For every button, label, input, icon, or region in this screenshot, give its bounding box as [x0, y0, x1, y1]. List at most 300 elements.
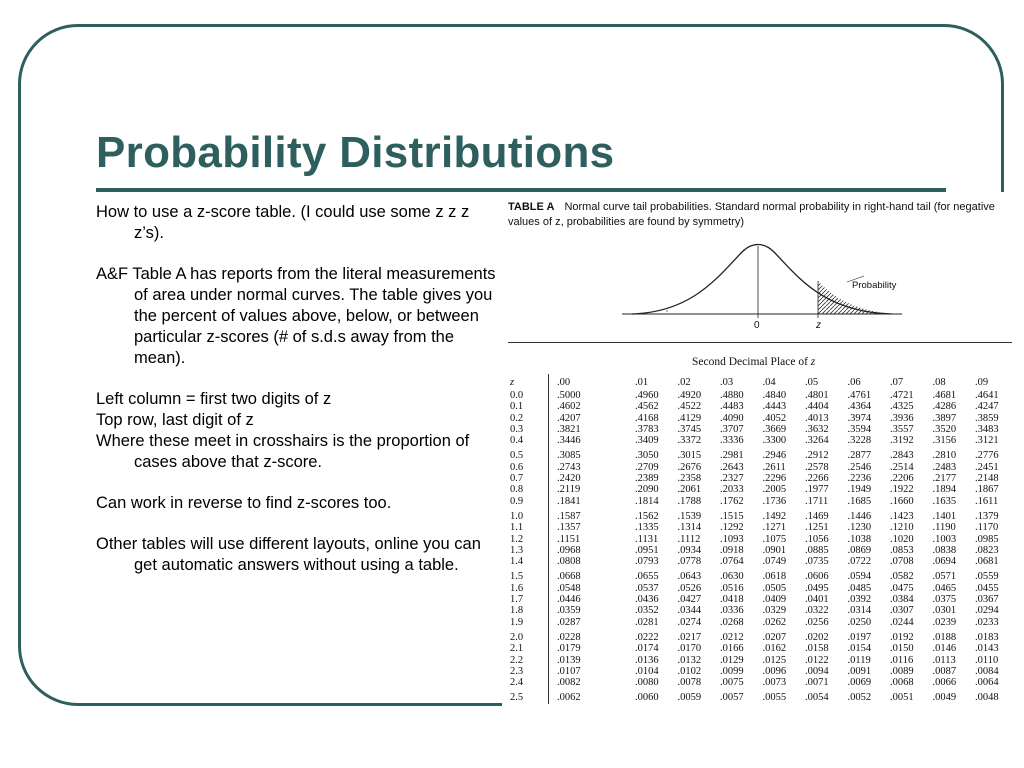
- probability-cell: .4681: [932, 390, 957, 401]
- probability-cell: .3336: [720, 435, 744, 447]
- probability-cell: .0110: [975, 654, 999, 666]
- table-row: [508, 484, 1018, 495]
- table-row: [508, 594, 1018, 605]
- probability-cell: .0212: [720, 631, 744, 643]
- probability-cell: .4364: [847, 401, 872, 413]
- probability-cell: .2743: [557, 461, 581, 473]
- z-value-cell: 0.8: [508, 484, 549, 495]
- table-row: [508, 413, 1018, 424]
- probability-cell: .0060: [635, 692, 659, 704]
- probability-cell: .0384: [890, 594, 914, 606]
- probability-cell: .0129: [720, 654, 744, 666]
- probability-cell: .0228: [557, 631, 581, 643]
- table-row: [508, 446, 1018, 461]
- table-row: [508, 617, 1018, 628]
- probability-cell: .2483: [932, 461, 957, 473]
- z-value-cell: 1.8: [508, 605, 549, 616]
- probability-cell: .2119: [557, 484, 581, 496]
- probability-cell: .4168: [635, 412, 659, 424]
- probability-cell: .0091: [847, 665, 872, 677]
- probability-cell: .3085: [557, 450, 581, 462]
- probability-cell: .3409: [635, 435, 659, 447]
- table-caption: [508, 200, 1018, 230]
- probability-cell: .0197: [847, 631, 872, 643]
- probability-cell: .0150: [890, 643, 914, 655]
- z-value-cell: 0.2: [508, 413, 549, 424]
- probability-cell: .4562: [635, 401, 659, 413]
- probability-cell: .2912: [805, 450, 829, 462]
- probability-cell: .1020: [890, 533, 914, 545]
- z-value-cell: 1.6: [508, 583, 549, 594]
- table-top-rule: [508, 342, 1012, 343]
- z-value-cell: 2.5: [508, 688, 549, 703]
- probability-cell: .1357: [557, 522, 581, 534]
- probability-cell: .2946: [762, 450, 787, 462]
- z-value-cell: 0.7: [508, 473, 549, 484]
- probability-cell: .0344: [677, 605, 702, 617]
- probability-cell: .0192: [890, 631, 914, 643]
- probability-cell: .0162: [762, 643, 787, 655]
- probability-cell: .2061: [677, 484, 702, 496]
- probability-cell: .2266: [805, 473, 829, 485]
- bullet-item: How to use a z-score table. (I could use some z z z z’s).: [96, 203, 470, 242]
- probability-cell: .1210: [890, 522, 914, 534]
- probability-cell: .3446: [557, 435, 581, 447]
- probability-cell: .0102: [677, 665, 702, 677]
- probability-cell: .0778: [677, 556, 702, 568]
- z-value-cell: 1.5: [508, 567, 549, 582]
- probability-cell: .0985: [975, 533, 999, 545]
- probability-cell: .1977: [805, 484, 829, 496]
- probability-cell: .0174: [635, 643, 659, 655]
- table-row: [508, 534, 1018, 545]
- probability-cell: .1867: [975, 484, 999, 496]
- probability-cell: .0170: [677, 643, 702, 655]
- probability-cell: .1635: [932, 495, 957, 507]
- column-header: .03: [720, 376, 734, 388]
- probability-cell: .1469: [805, 510, 829, 522]
- probability-cell: .2676: [677, 461, 702, 473]
- probability-cell: .4404: [805, 401, 829, 413]
- probability-cell: .0808: [557, 556, 581, 568]
- probability-cell: .0107: [557, 665, 581, 677]
- probability-cell: .4052: [762, 412, 787, 424]
- probability-cell: .0262: [762, 616, 787, 628]
- probability-cell: .0465: [932, 582, 957, 594]
- z-value-cell: 1.1: [508, 522, 549, 533]
- probability-cell: .4960: [635, 390, 659, 401]
- table-caption-text: Normal curve tail probabilities. Standard normal probability in right-hand tail (for negative values of z, probabilities are found by symmetry): [508, 201, 995, 228]
- probability-cell: .0154: [847, 643, 872, 655]
- probability-cell: .0183: [975, 631, 999, 643]
- probability-cell: .1170: [975, 522, 999, 534]
- probability-cell: .0853: [890, 544, 914, 556]
- probability-cell: .1038: [847, 533, 872, 545]
- probability-cell: .0233: [975, 616, 999, 628]
- probability-cell: .0068: [890, 677, 914, 689]
- probability-cell: .0049: [932, 692, 957, 704]
- probability-cell: .0054: [805, 692, 829, 704]
- probability-cell: .4325: [890, 401, 914, 413]
- probability-cell: .0051: [890, 692, 914, 704]
- z-value-cell: 1.0: [508, 507, 549, 522]
- probability-cell: .0749: [762, 556, 787, 568]
- normal-curve-figure: [502, 238, 1022, 338]
- probability-cell: .3707: [720, 423, 744, 435]
- table-row: [508, 677, 1018, 688]
- probability-cell: .0146: [932, 643, 957, 655]
- probability-cell: .3050: [635, 450, 659, 462]
- z-value-cell: 1.2: [508, 534, 549, 545]
- probability-cell: .0113: [932, 654, 956, 666]
- probability-cell: .0548: [557, 582, 581, 594]
- probability-cell: .2327: [720, 473, 744, 485]
- probability-cell: .0418: [720, 594, 744, 606]
- probability-cell: .0057: [720, 692, 744, 704]
- probability-cell: .0375: [932, 594, 957, 606]
- probability-cell: .0052: [847, 692, 872, 704]
- probability-cell: .1660: [890, 495, 914, 507]
- probability-cell: .3669: [762, 423, 787, 435]
- probability-cell: .0059: [677, 692, 702, 704]
- probability-cell: .0188: [932, 631, 957, 643]
- probability-cell: .1611: [975, 495, 999, 507]
- probability-cell: .3745: [677, 423, 702, 435]
- probability-cell: .1762: [720, 495, 744, 507]
- probability-cell: .4286: [932, 401, 957, 413]
- probability-cell: .1056: [805, 533, 829, 545]
- table-row: [508, 655, 1018, 666]
- probability-cell: .2709: [635, 461, 659, 473]
- probability-cell: .0322: [805, 605, 829, 617]
- probability-cell: .0314: [847, 605, 872, 617]
- probability-cell: .0073: [762, 677, 787, 689]
- probability-cell: .3783: [635, 423, 659, 435]
- probability-cell: .2358: [677, 473, 702, 485]
- probability-cell: .4721: [890, 390, 914, 401]
- probability-cell: .4090: [720, 412, 744, 424]
- bullet-item: Left column = first two digits of z: [96, 390, 332, 408]
- table-row: [508, 628, 1018, 643]
- probability-cell: .0694: [932, 556, 957, 568]
- z-value-cell: 0.6: [508, 462, 549, 473]
- probability-cell: .3632: [805, 423, 829, 435]
- probability-cell: .0901: [762, 544, 787, 556]
- probability-cell: .4840: [762, 390, 787, 401]
- probability-cell: .0158: [805, 643, 829, 655]
- probability-cell: .0951: [635, 544, 659, 556]
- probability-cell: .1251: [805, 522, 829, 534]
- probability-cell: .0618: [762, 571, 787, 583]
- probability-cell: .1131: [635, 533, 659, 545]
- probability-cell: .1492: [762, 510, 787, 522]
- probability-cell: .2643: [720, 461, 744, 473]
- z-value-cell: 0.1: [508, 401, 549, 412]
- table-row: [508, 666, 1018, 677]
- probability-cell: .2206: [890, 473, 914, 485]
- probability-cell: .0094: [805, 665, 829, 677]
- probability-cell: .0793: [635, 556, 659, 568]
- bullet-item: Where these meet in crosshairs is the proportion of cases above that z-score.: [96, 432, 470, 471]
- table-label: TABLE A: [508, 201, 555, 213]
- probability-label: Probability: [852, 280, 897, 291]
- probability-cell: .1292: [720, 522, 744, 534]
- z-value-cell: 1.7: [508, 594, 549, 605]
- probability-cell: .0099: [720, 665, 744, 677]
- probability-cell: .1075: [762, 533, 787, 545]
- probability-cell: .0064: [975, 677, 999, 689]
- probability-cell: .0367: [975, 594, 999, 606]
- column-header: .01: [635, 376, 649, 388]
- probability-cell: .0136: [635, 654, 659, 666]
- table-row: [508, 473, 1018, 484]
- probability-cell: .0202: [805, 631, 829, 643]
- probability-cell: .0125: [762, 654, 787, 666]
- column-header: .08: [932, 376, 946, 388]
- probability-cell: .2877: [847, 450, 872, 462]
- probability-cell: .3121: [975, 435, 999, 447]
- probability-cell: .0485: [847, 582, 872, 594]
- probability-cell: .0071: [805, 677, 829, 689]
- probability-cell: .3859: [975, 412, 999, 424]
- probability-cell: .3483: [975, 423, 999, 435]
- second-decimal-header: Second Decimal Place of z: [692, 356, 816, 368]
- probability-cell: .3372: [677, 435, 702, 447]
- probability-cell: .2033: [720, 484, 744, 496]
- probability-cell: .2420: [557, 473, 581, 485]
- axis-z-label: z: [816, 320, 821, 331]
- probability-cell: .3557: [890, 423, 914, 435]
- probability-cell: .0089: [890, 665, 914, 677]
- probability-cell: .1736: [762, 495, 787, 507]
- probability-cell: .4880: [720, 390, 744, 401]
- bullet-item: Can work in reverse to find z-scores too.: [96, 494, 392, 512]
- probability-cell: .2578: [805, 461, 829, 473]
- probability-cell: .2981: [720, 450, 744, 462]
- probability-cell: .0708: [890, 556, 914, 568]
- probability-cell: .1335: [635, 522, 659, 534]
- probability-cell: .0505: [762, 582, 787, 594]
- probability-cell: .1788: [677, 495, 702, 507]
- z-value-cell: 0.0: [508, 390, 549, 401]
- z-value-cell: 2.0: [508, 628, 549, 643]
- probability-cell: .0066: [932, 677, 957, 689]
- probability-cell: .0104: [635, 665, 659, 677]
- probability-cell: .1539: [677, 510, 702, 522]
- z-value-cell: 1.9: [508, 617, 549, 628]
- probability-cell: .0401: [805, 594, 829, 606]
- column-header: .02: [677, 376, 691, 388]
- probability-cell: .4483: [720, 401, 744, 413]
- probability-cell: .0582: [890, 571, 914, 583]
- probability-cell: .4443: [762, 401, 787, 413]
- z-value-cell: 0.5: [508, 446, 549, 461]
- probability-cell: .1711: [805, 495, 829, 507]
- probability-cell: .2776: [975, 450, 999, 462]
- probability-cell: .0359: [557, 605, 581, 617]
- probability-cell: .0968: [557, 544, 581, 556]
- probability-cell: .0119: [847, 654, 871, 666]
- probability-cell: .3228: [847, 435, 872, 447]
- probability-cell: .0668: [557, 571, 581, 583]
- probability-cell: .0250: [847, 616, 872, 628]
- probability-cell: .1190: [932, 522, 956, 534]
- probability-cell: .3300: [762, 435, 787, 447]
- probability-cell: .2090: [635, 484, 659, 496]
- probability-cell: .0132: [677, 654, 702, 666]
- probability-cell: .0062: [557, 692, 581, 704]
- probability-cell: .3936: [890, 412, 914, 424]
- probability-cell: .0084: [975, 665, 999, 677]
- probability-cell: .2514: [890, 461, 914, 473]
- z-value-cell: 1.4: [508, 556, 549, 567]
- table-row: [508, 556, 1018, 567]
- probability-cell: .3015: [677, 450, 702, 462]
- probability-cell: .1003: [932, 533, 957, 545]
- z-value-cell: 2.1: [508, 643, 549, 654]
- table-row: [508, 462, 1018, 473]
- bullet-item: Top row, last digit of z: [96, 411, 254, 429]
- probability-cell: .0055: [762, 692, 787, 704]
- probability-cell: .1151: [557, 533, 581, 545]
- probability-cell: .0096: [762, 665, 787, 677]
- probability-cell: .3821: [557, 423, 581, 435]
- table-row: [508, 545, 1018, 556]
- probability-cell: .0274: [677, 616, 702, 628]
- probability-cell: .0594: [847, 571, 872, 583]
- z-value-cell: 2.2: [508, 655, 549, 666]
- probability-cell: .1401: [932, 510, 957, 522]
- column-header: .09: [975, 376, 989, 388]
- z-value-cell: 2.3: [508, 666, 549, 677]
- bullet-list: [96, 202, 496, 576]
- probability-cell: .4207: [557, 412, 581, 424]
- probability-cell: .4129: [677, 412, 702, 424]
- probability-cell: .0143: [975, 643, 999, 655]
- probability-cell: .1814: [635, 495, 659, 507]
- probability-cell: .0075: [720, 677, 744, 689]
- probability-cell: .0069: [847, 677, 872, 689]
- table-row: [508, 496, 1018, 507]
- probability-cell: .1841: [557, 495, 581, 507]
- probability-cell: .0655: [635, 571, 659, 583]
- probability-cell: .4920: [677, 390, 702, 401]
- probability-cell: .0559: [975, 571, 999, 583]
- probability-cell: .0409: [762, 594, 787, 606]
- probability-cell: .0301: [932, 605, 957, 617]
- table-row: [508, 390, 1018, 401]
- probability-cell: .0048: [975, 692, 999, 704]
- probability-cell: .1949: [847, 484, 872, 496]
- probability-cell: .1112: [677, 533, 701, 545]
- probability-cell: .4801: [805, 390, 829, 401]
- column-header: .04: [762, 376, 776, 388]
- bullet-item: A&F Table A has reports from the literal measurements of area under normal curves. The table gives you the percent of values above, below, or between particular z-scores (# of s.d.s away from the mean).: [96, 265, 496, 367]
- table-row: [508, 583, 1018, 594]
- probability-cell: .0256: [805, 616, 829, 628]
- probability-cell: .0139: [557, 654, 581, 666]
- probability-cell: .0080: [635, 677, 659, 689]
- probability-cell: .0082: [557, 677, 581, 689]
- probability-cell: .0294: [975, 605, 999, 617]
- z-value-cell: 0.4: [508, 435, 549, 446]
- probability-cell: .1894: [932, 484, 957, 496]
- probability-cell: .0823: [975, 544, 999, 556]
- probability-cell: .2148: [975, 473, 999, 485]
- probability-cell: .1446: [847, 510, 872, 522]
- probability-cell: .0336: [720, 605, 744, 617]
- probability-cell: .1379: [975, 510, 999, 522]
- axis-zero-label: 0: [754, 320, 760, 331]
- table-row: [508, 688, 1018, 703]
- probability-cell: .0239: [932, 616, 957, 628]
- probability-cell: .2005: [762, 484, 787, 496]
- probability-cell: .0244: [890, 616, 914, 628]
- probability-cell: .0436: [635, 594, 659, 606]
- probability-cell: .4602: [557, 401, 581, 413]
- probability-cell: .0630: [720, 571, 744, 583]
- probability-cell: .1423: [890, 510, 914, 522]
- probability-cell: .2389: [635, 473, 659, 485]
- probability-cell: .0526: [677, 582, 702, 594]
- probability-cell: .3974: [847, 412, 872, 424]
- z-value-cell: 0.9: [508, 496, 549, 507]
- bullet-item: Other tables will use different layouts, online you can get automatic answers without using a table.: [96, 535, 481, 574]
- probability-cell: .0087: [932, 665, 957, 677]
- probability-cell: .0268: [720, 616, 744, 628]
- probability-cell: .0352: [635, 605, 659, 617]
- probability-cell: .1515: [720, 510, 744, 522]
- probability-cell: .0179: [557, 643, 581, 655]
- z-value-cell: 1.3: [508, 545, 549, 556]
- probability-cell: .3264: [805, 435, 829, 447]
- table-row: [508, 605, 1018, 616]
- probability-cell: .4522: [677, 401, 702, 413]
- probability-cell: .2451: [975, 461, 999, 473]
- probability-cell: .0207: [762, 631, 787, 643]
- column-header: .05: [805, 376, 819, 388]
- probability-cell: .2611: [762, 461, 786, 473]
- probability-cell: .0681: [975, 556, 999, 568]
- probability-cell: .1271: [762, 522, 787, 534]
- probability-cell: .0078: [677, 677, 702, 689]
- table-row: [508, 401, 1018, 412]
- probability-cell: .2843: [890, 450, 914, 462]
- table-row: [508, 507, 1018, 522]
- probability-cell: .1587: [557, 510, 581, 522]
- probability-cell: .4641: [975, 390, 999, 401]
- probability-cell: .2546: [847, 461, 872, 473]
- probability-cell: .1922: [890, 484, 914, 496]
- probability-cell: .4761: [847, 390, 872, 401]
- probability-cell: .0329: [762, 605, 787, 617]
- probability-cell: .2177: [932, 473, 957, 485]
- probability-cell: .1093: [720, 533, 744, 545]
- probability-cell: .0446: [557, 594, 581, 606]
- z-value-cell: 0.3: [508, 424, 549, 435]
- probability-cell: .0643: [677, 571, 702, 583]
- probability-cell: .0918: [720, 544, 744, 556]
- probability-cell: .1230: [847, 522, 872, 534]
- probability-cell: .3594: [847, 423, 872, 435]
- probability-cell: .0571: [932, 571, 957, 583]
- probability-cell: .0427: [677, 594, 702, 606]
- probability-cell: .0217: [677, 631, 702, 643]
- z-value-cell: 2.4: [508, 677, 549, 688]
- table-row: [508, 435, 1018, 446]
- probability-cell: .0307: [890, 605, 914, 617]
- z-score-table: [508, 374, 1018, 704]
